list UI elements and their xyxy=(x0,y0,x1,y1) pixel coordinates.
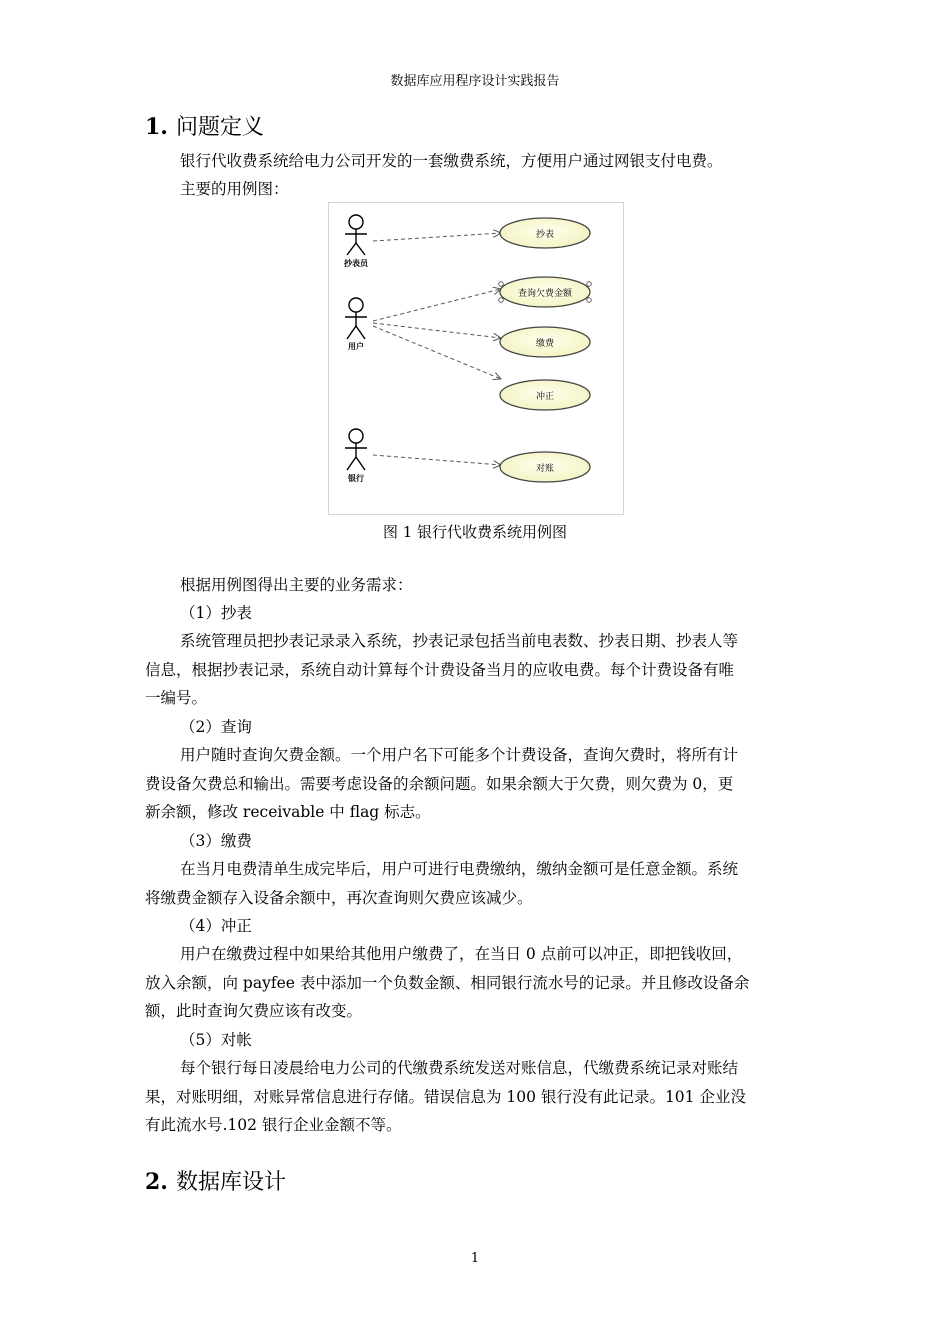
item-4-line: 用户在缴费过程中如果给其他用户缴费了，在当日 0 点前可以冲正，即把钱收回， xyxy=(180,945,743,963)
item-1-line: 一编号。 xyxy=(145,689,208,707)
association-line xyxy=(373,323,501,338)
actor-meter-reader xyxy=(345,215,367,255)
association-line xyxy=(373,233,501,241)
item-4-heading: （4）冲正 xyxy=(180,917,252,935)
intro-line-2: 主要的用例图： xyxy=(180,180,289,198)
item-3-line: 将缴费金额存入设备余额中，再次查询则欠费应该减少。 xyxy=(145,889,533,907)
section-1-number: 1. xyxy=(145,114,168,140)
item-5-line: 每个银行每日凌晨给电力公司的代缴费系统发送对账信息，代缴费系统记录对账结 xyxy=(180,1059,739,1077)
use-case-diagram xyxy=(328,202,624,515)
item-2-line: 用户随时查询欠费金额。一个用户名下可能多个计费设备，查询欠费时，将所有计 xyxy=(180,746,739,764)
item-4-line: 额，此时查询欠费应该有改变。 xyxy=(145,1002,363,1020)
actor-label-meter-reader: 抄表员 xyxy=(344,258,368,268)
section-2-heading xyxy=(145,1165,286,1196)
section-2-title: 数据库设计 xyxy=(175,1170,286,1195)
item-1-line: 信息，根据抄表记录，系统自动计算每个计费设备当月的应收电费。每个计费设备有唯 xyxy=(145,661,735,679)
page-header: 数据库应用程序设计实践报告 xyxy=(390,74,560,89)
item-2-heading: （2）查询 xyxy=(180,718,252,736)
item-2-line: 新余额，修改 receivable 中 flag 标志。 xyxy=(145,803,431,821)
item-2-line: 费设备欠费总和输出。需要考虑设备的余额问题。如果余额大于欠费，则欠费为 0，更 xyxy=(145,775,734,793)
association-line xyxy=(373,289,501,321)
usecase-label-pay: 缴费 xyxy=(535,339,555,349)
item-1-line: 系统管理员把抄表记录录入系统，抄表记录包括当前电表数、抄表日期、抄表人等 xyxy=(180,632,739,650)
item-5-heading: （5）对帐 xyxy=(180,1031,252,1049)
page-number: 1 xyxy=(470,1251,480,1266)
requirements-lead: 根据用例图得出主要的业务需求： xyxy=(180,576,413,594)
item-4-line: 放入余额，向 payfee 表中添加一个负数金额、相同银行流水号的记录。并且修改设备余 xyxy=(145,974,750,992)
item-1-heading: （1）抄表 xyxy=(180,604,252,622)
figure-caption: 图 1 银行代收费系统用例图 xyxy=(382,523,568,541)
item-5-line: 果，对账明细，对账异常信息进行存储。错误信息为 100 银行没有此记录。101 企业没 xyxy=(145,1088,746,1106)
actor-label-bank: 银行 xyxy=(348,473,364,483)
section-1-title: 问题定义 xyxy=(175,115,264,140)
section-2-number: 2. xyxy=(145,1169,168,1195)
usecase-label-reconcile: 对账 xyxy=(535,464,555,474)
item-5-line: 有此流水号.102 银行企业金额不等。 xyxy=(145,1116,402,1134)
usecase-label-reverse: 冲正 xyxy=(535,392,555,402)
usecase-label-read-meter: 抄表 xyxy=(535,230,555,240)
item-3-heading: （3）缴费 xyxy=(180,832,252,850)
actor-label-user: 用户 xyxy=(348,341,364,351)
association-line xyxy=(373,455,501,465)
usecase-label-query-arrears: 查询欠费金额 xyxy=(517,289,573,299)
item-3-line: 在当月电费清单生成完毕后，用户可进行电费缴纳，缴纳金额可是任意金额。系统 xyxy=(180,860,739,878)
actor-user xyxy=(345,298,367,339)
association-line xyxy=(373,326,501,379)
section-1-heading xyxy=(145,110,264,141)
intro-line-1: 银行代收费系统给电力公司开发的一套缴费系统，方便用户通过网银支付电费。 xyxy=(180,152,723,170)
actor-bank xyxy=(345,429,367,470)
